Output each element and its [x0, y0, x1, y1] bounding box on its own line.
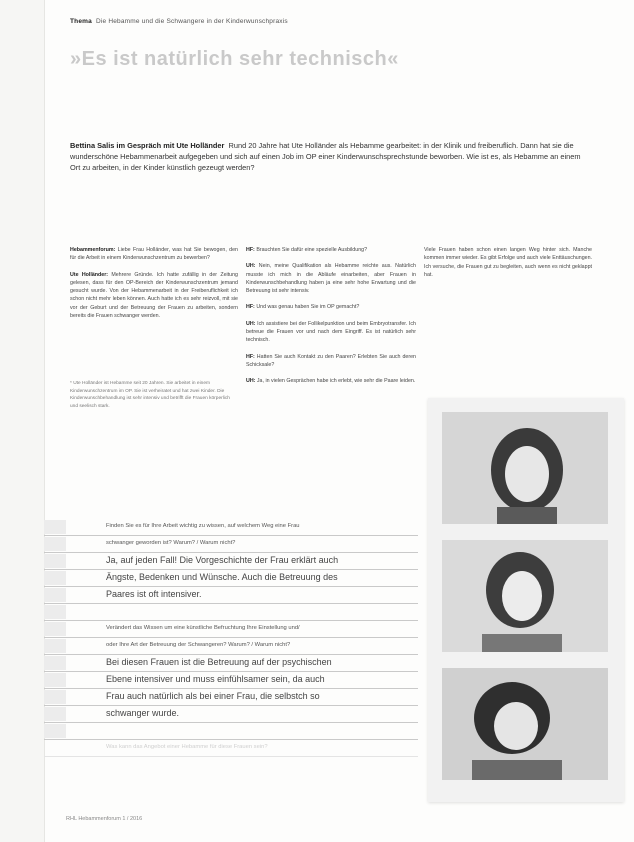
question-text: Brauchten Sie dafür eine spezielle Ausbildung? — [256, 247, 368, 253]
question-1 — [70, 246, 238, 263]
worksheet — [0, 512, 420, 782]
section-kicker — [70, 18, 288, 25]
portrait-photo-2 — [442, 540, 608, 652]
answer-line-empty — [44, 605, 418, 621]
answer-text: Ich assistiere bei der Follikelpunktion und beim Embryotransfer. Ich betreue die Frauen vor und nach dem Eingriff. Es ist natürlich sehr technisch. — [246, 320, 416, 344]
page-title: »Es ist natürlich sehr technisch« — [70, 48, 399, 70]
answer-1 — [70, 271, 238, 321]
text-column-1 — [70, 246, 238, 328]
question-2 — [246, 246, 416, 254]
question-text: Finden Sie es für Ihre Arbeit wichtig zu wissen, auf welchem Weg eine Frau — [106, 523, 300, 529]
answer-line — [44, 554, 418, 570]
question-text: schwanger geworden ist? Warum? / Warum nicht? — [106, 540, 236, 546]
byline: Bettina Salis im Gespräch mit Ute Holländer — [70, 141, 225, 150]
answer-4 — [246, 377, 416, 385]
worksheet-question-3-faint — [44, 741, 418, 757]
handwritten-answer: Ebene intensiver und muss einfühlsamer sein, da auch — [106, 674, 325, 684]
answer-text: Ja, in vielen Gesprächen habe ich erlebt, wie sehr die Paare leiden. — [256, 378, 416, 385]
row-tab — [44, 656, 66, 670]
portrait-3-image — [442, 668, 608, 780]
question-text: Hatten Sie auch Kontakt zu den Paaren? Erlebten Sie auch deren Schicksale? — [246, 353, 416, 368]
answer-3 — [246, 320, 416, 345]
answer-line — [44, 588, 418, 604]
speaker-label: UH: — [246, 263, 256, 270]
handwritten-answer: Ja, auf jeden Fall! Die Vorgeschichte der Frau erklärt auch — [106, 555, 339, 565]
answer-continued: Viele Frauen haben schon einen langen Weg hinter sich. Manche kommen immer wieder. Es gibt Erfolge und auch viele Enttäuschungen. Ich versuche, die Frauen gut zu begleiten, auch wenn es nicht geklappt hat. — [424, 247, 592, 278]
speaker-label: Hebammenforum: — [70, 247, 116, 253]
speaker-label: Ute Holländer: — [70, 271, 109, 278]
kicker-text: Die Hebamme und die Schwangere in der Kinderwunschpraxis — [95, 18, 288, 25]
answer-line — [44, 656, 418, 672]
faint-question-text: Was kann das Angebot einer Hebamme für diese Frauen sein? — [106, 744, 268, 750]
portrait-photo-1 — [442, 412, 608, 524]
lead-text: Rund 20 Jahre hat Ute Holländer als Hebamme gearbeitet: in der Klinik und freiberuflich. Dann hat sie die wunderschöne Hebammenarbeit aufgegeben und sich auf einen Job im OP einer Kinderwunschsprechstunde beworben. Wie ist es, als Hebamme an einem Ort zu arbeiten, in der Kinder künstlich gezeugt werden? — [70, 141, 581, 173]
answer-text: Nein, meine Qualifikation als Hebamme reichte aus. Natürlich musste ich mich in die Abläufe einarbeiten, aber Frauen in Kinderwunschbehandlung haben ja eine sehr hohe Erwartung und die Betreuung ist sehr intensiv. — [246, 263, 416, 295]
page-footer: RHL Hebammenforum 1 / 2016 — [66, 816, 143, 822]
row-tab — [44, 554, 66, 568]
answer-line — [44, 690, 418, 706]
lead-paragraph — [70, 140, 590, 174]
question-text: Liebe Frau Holländer, was hat Sie bewogen, den für die Arbeit in einem Kinderwunschzentrum zu bewerben? — [70, 247, 238, 262]
speaker-label: UH: — [246, 378, 256, 385]
text-column-2 — [246, 246, 416, 394]
question-text: oder Ihre Art der Betreuung der Schwangeren? Warum? / Warum nicht? — [106, 642, 291, 648]
answer-line — [44, 707, 418, 723]
handwritten-answer: Bei diesen Frauen ist die Betreuung auf der psychischen — [106, 657, 332, 667]
question-text: Und was genau haben Sie im OP gemacht? — [256, 304, 360, 311]
row-tab — [44, 707, 66, 721]
row-tab — [44, 588, 66, 602]
speaker-label: HF: — [246, 247, 255, 253]
handwritten-answer: Frau auch natürlich als bei einer Frau, die selbstch so — [106, 691, 320, 701]
worksheet-question-1 — [44, 520, 418, 536]
answer-2 — [246, 262, 416, 295]
handwritten-answer: Ängste, Bedenken und Wünsche. Auch die Betreuung des — [106, 572, 338, 582]
question-4 — [246, 353, 416, 370]
row-tab — [44, 690, 66, 704]
row-tab — [44, 537, 66, 551]
worksheet-question-1-cont — [44, 537, 418, 553]
question-text: Verändert das Wissen um eine künstliche Befruchtung Ihre Einstellung und/ — [106, 625, 300, 631]
worksheet-question-2 — [44, 622, 418, 638]
row-tab — [44, 673, 66, 687]
row-tab — [44, 724, 66, 738]
worksheet-question-2-cont — [44, 639, 418, 655]
speaker-label: HF: — [246, 304, 255, 311]
speaker-label: HF: — [246, 353, 255, 360]
speaker-label: UH: — [246, 320, 256, 327]
question-3 — [246, 303, 416, 311]
answer-line-empty — [44, 724, 418, 740]
handwritten-answer: schwanger wurde. — [106, 708, 180, 718]
answer-text: Mehrere Gründe. Ich hatte zufällig in der Zeitung gelesen, dass für den OP-Bereich der Kinderwunschzentrum jemand gesucht wurde. Von der Hebammenarbeit in der Freiberuflichkeit ich schon nicht mehr leben können. Auch hatte ich es sehr reizvoll, mit sie vor der Geburt und der Betreuung der Frauen zu arbeiten, sondern bereits die Frauen schwanger werden. — [70, 271, 238, 320]
answer-line — [44, 571, 418, 587]
answer-line — [44, 673, 418, 689]
photo-strip — [428, 398, 624, 802]
row-tab — [44, 571, 66, 585]
portrait-1-image — [442, 412, 608, 524]
row-tab — [44, 520, 66, 534]
row-tab — [44, 639, 66, 653]
author-note: * Ute Holländer ist Hebamme seit 20 Jahren. Sie arbeitet in einem Kinderwunschzentrum im OP. Sie ist verheiratet und hat zwei Kinder. Die Kinderwunschbehandlung ist sehr intensiv und betrifft die Frauen körperlich und seelisch stark. — [70, 381, 230, 410]
text-column-3 — [424, 246, 592, 287]
row-tab — [44, 605, 66, 619]
row-tab — [44, 622, 66, 636]
portrait-photo-3 — [442, 668, 608, 780]
handwritten-answer: Paares ist oft intensiver. — [106, 589, 202, 599]
portrait-2-image — [442, 540, 608, 652]
kicker-label: Thema — [70, 18, 92, 25]
